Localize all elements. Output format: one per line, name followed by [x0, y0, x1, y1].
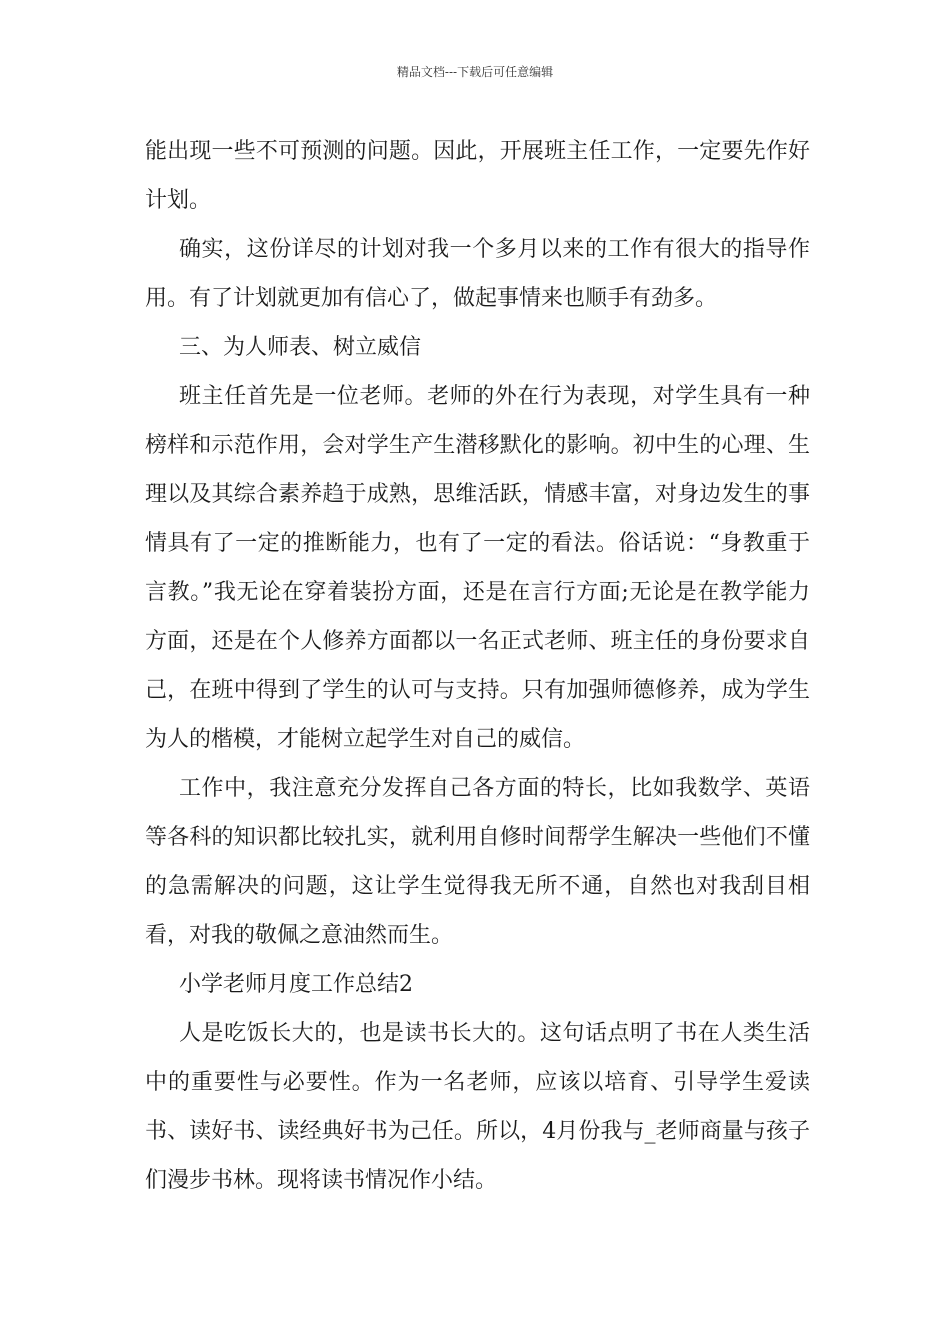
document-body — [145, 127, 810, 1205]
section-heading-3: 三、为人师表、树立威信 — [179, 335, 422, 360]
paragraph-1: 能出现一些不可预测的问题。因此，开展班主任工作，一定要先作好计划。 — [145, 139, 810, 213]
page-header: 精品文档---下载后可任意编辑 — [396, 65, 554, 79]
paragraph-2: 确实，这份详尽的计划对我一个多月以来的工作有很大的指导作用。有了计划就更加有信心了，做起事情来也顺手有劲多。 — [145, 237, 810, 311]
article-title-2: 小学老师月度工作总结2 — [179, 972, 413, 997]
paragraph-7: 人是吃饭长大的，也是读书长大的。这句话点明了书在人类生活中的重要性与必要性。作为一名老师，应该以培育、引导学生爱读书、读好书、读经典好书为己任。所以，4月份我与_老师商量与孩子们漫步书林。现将读书情况作小结。 — [145, 1021, 810, 1193]
paragraph-5: 工作中，我注意充分发挥自己各方面的特长，比如我数学、英语等各科的知识都比较扎实，就利用自修时间帮学生解决一些他们不懂的急需解决的问题，这让学生觉得我无所不通，自然也对我刮目相看，对我的敬佩之意油然而生。 — [145, 776, 810, 948]
paragraph-4: 班主任首先是一位老师。老师的外在行为表现，对学生具有一种榜样和示范作用，会对学生产生潜移默化的影响。初中生的心理、生理以及其综合素养趋于成熟，思维活跃，情感丰富，对身边发生的事情具有了一定的推断能力，也有了一定的看法。俗话说：“身教重于言教。”我无论在穿着装扮方面，还是在言行方面;无论是在教学能力方面，还是在个人修养方面都以一名正式老师、班主任的身份要求自己，在班中得到了学生的认可与支持。只有加强师德修养，成为学生为人的楷模，才能树立起学生对自己的威信。 — [145, 384, 810, 752]
